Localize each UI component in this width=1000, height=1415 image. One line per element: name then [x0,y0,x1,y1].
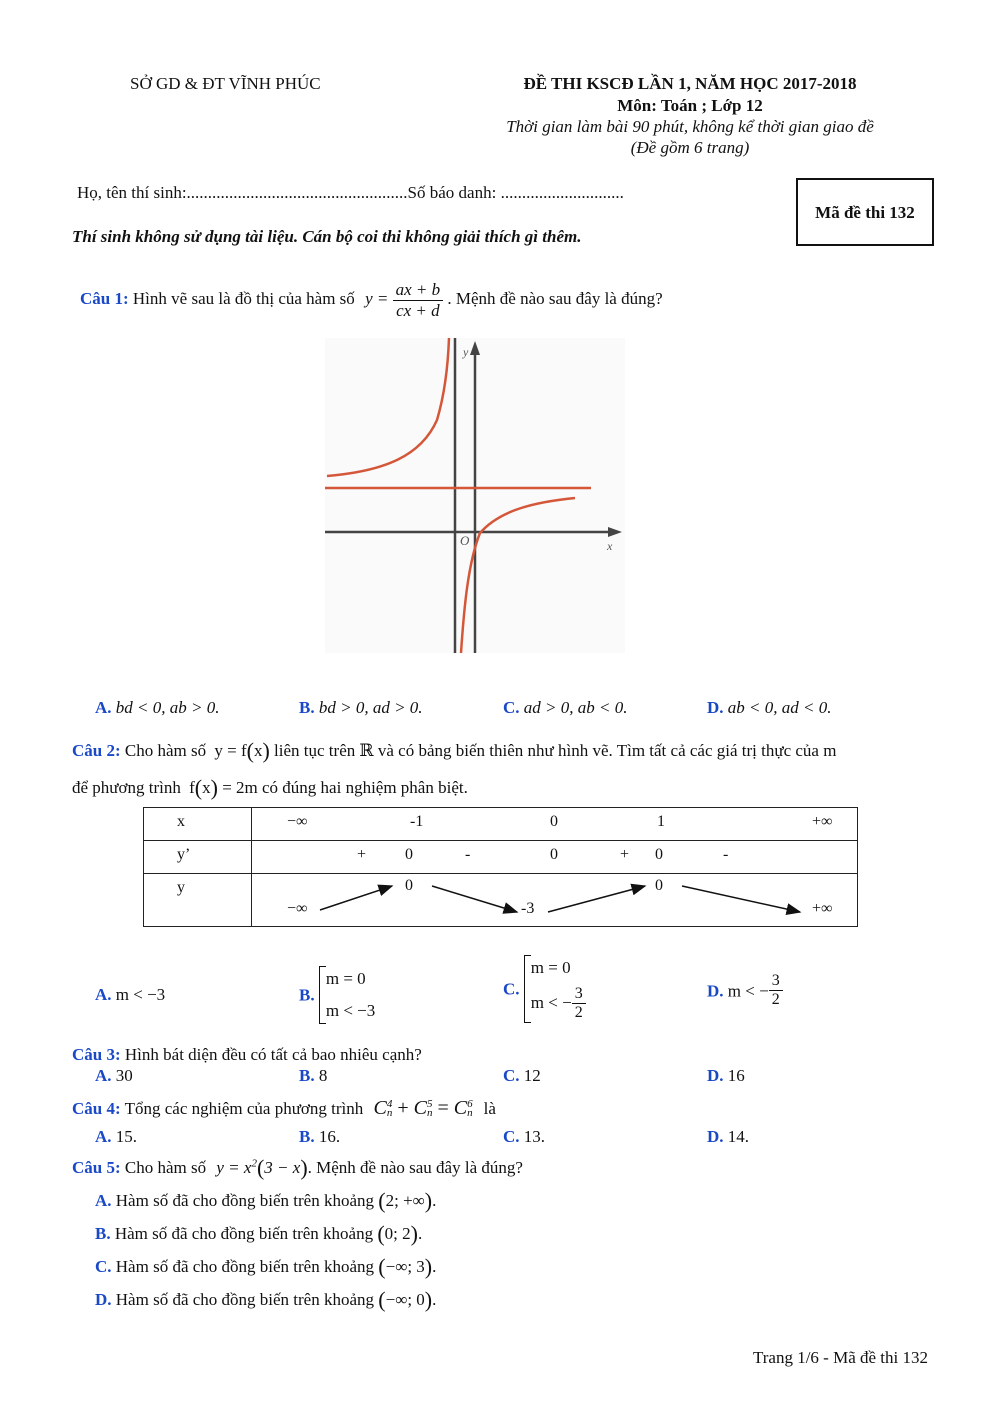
option-text: 30 [115,1066,133,1085]
option-text: ad > 0, ab < 0. [523,698,628,717]
option-text: bd > 0, ad > 0. [318,698,423,717]
q1-option-d[interactable] [707,698,831,718]
q1-function-lhs: y = [365,288,389,308]
q2-func-arg: x [253,741,263,760]
frac-den: 2 [574,1004,583,1022]
option-letter: A. [95,698,112,717]
option-letter: A. [95,1191,112,1210]
frac-den: 2 [771,991,780,1009]
question-2-line-2 [72,775,468,801]
q2-text: liên tục trên [274,741,356,760]
option-letter: D. [707,981,724,1001]
q4-c1: C [373,1097,387,1119]
vt-y-pos-inf: +∞ [812,900,833,917]
q1-option-c[interactable] [503,698,627,718]
vt-yp-label: y’ [177,846,191,863]
option-text: Hàm số đã cho đồng biến trên khoảng [115,1290,375,1309]
vt-x-one: 1 [657,813,665,830]
option-row-2 [531,985,586,1023]
option-letter: B. [299,985,315,1005]
arrow-up-1 [320,886,392,910]
question-3-label: Câu 3: [72,1045,121,1064]
vt-yp-zero: 0 [550,846,558,863]
option-letter: C. [503,1127,520,1146]
question-3-stem [72,1045,422,1065]
q2-text: và có bảng biến thiên như hình vẽ. Tìm tất cả các giá trị thực của m [377,741,837,760]
vt-x-neg-inf: −∞ [287,813,308,830]
vt-x-label-cell [144,808,252,841]
vt-yp-sign: + [620,846,630,863]
exam-notice: Thí sinh không sử dụng tài liệu. Cán bộ coi thi không giải thích gì thêm. [72,227,582,246]
question-2-label: Câu 2: [72,741,121,760]
option-text: ab < 0, ad < 0. [727,698,832,717]
option-interval: 2; +∞ [385,1191,425,1210]
option-letter: A. [95,985,112,1004]
q3-option-c[interactable] [503,1066,541,1086]
q2-reals-symbol: ℝ [359,741,374,760]
question-4-text: Tổng các nghiệm của phương trình [124,1099,364,1118]
q2-c-bracket [524,955,586,1023]
question-5-label: Câu 5: [72,1158,121,1177]
q1-option-b[interactable] [299,698,423,718]
option-text: 13. [523,1127,546,1146]
exam-pages: (Đề gồm 6 trang) [630,138,750,157]
option-text: m < − [727,981,769,1001]
q5-option-c[interactable]: C. Hàm số đã cho đồng biến trên khoảng (−∞; 3). [95,1254,437,1279]
y-axis-label: y [463,345,469,359]
q1-fraction [393,280,444,320]
q1-hyperbola-graph [325,338,625,653]
q3-option-b[interactable] [299,1066,327,1086]
q5-func: y = x [216,1158,252,1177]
vt-y-neg-inf: −∞ [287,900,308,917]
q2-text: Cho hàm số [124,741,207,760]
option-letter: D. [707,1066,724,1085]
vt-y-label-cell [144,874,252,927]
option-text: m < −3 [115,985,166,1004]
vt-y-min: -3 [521,900,535,917]
question-2-line-1 [72,738,836,764]
vt-arrows [252,874,859,926]
q4-option-c[interactable] [503,1127,545,1147]
option-letter: D. [707,1127,724,1146]
q1-option-a[interactable] [95,698,219,718]
q4-c3-sup: 6 [467,1097,473,1110]
vt-y-max-1: 0 [405,877,413,894]
arrow-down-1 [432,886,517,912]
exam-title: ĐỀ THI KSCĐ LẦN 1, NĂM HỌC 2017-2018 [523,74,857,93]
question-1-label: Câu 1: [80,288,129,308]
vt-yp-sign: + [357,846,367,863]
q5-after: . Mệnh đề nào sau đây là đúng? [307,1158,523,1177]
q2-option-a[interactable] [95,985,165,1005]
question-1-text-after: . Mệnh đề nào sau đây là đúng? [447,288,663,308]
q5-option-a[interactable]: A. Hàm số đã cho đồng biến trên khoảng (2; +∞). [95,1188,437,1213]
option-interval: −∞; 3 [385,1257,425,1276]
vt-y-max-2: 0 [655,877,663,894]
q5-option-d[interactable]: D. Hàm số đã cho đồng biến trên khoảng (−∞; 0). [95,1287,437,1312]
vt-y-values [252,874,858,927]
vt-x-label: x [177,813,185,830]
option-text: 8 [318,1066,328,1085]
q5-option-b[interactable]: B. Hàm số đã cho đồng biến trên khoảng (0; 2). [95,1221,423,1246]
option-letter: A. [95,1127,112,1146]
option-text: 14. [727,1127,750,1146]
q4-option-d[interactable] [707,1127,749,1147]
q5-paren: 3 − x [264,1158,301,1177]
q1-denominator: cx + d [396,300,440,320]
page-footer: Trang 1/6 - Mã đề thi 132 [752,1348,928,1367]
option-text: Hàm số đã cho đồng biến trên khoảng [114,1224,374,1243]
frac-num: 3 [572,985,586,1004]
question-4-stem [72,1097,496,1120]
variation-table [143,807,858,927]
option-letter: C. [95,1257,112,1276]
q3-option-d[interactable] [707,1066,745,1086]
option-letter: C. [503,979,520,999]
frac-num: 3 [769,972,783,991]
vt-y-label: y [177,879,185,896]
q4-after: là [483,1099,496,1118]
q2-text: để phương trình [72,778,181,797]
vt-x-minus-one: -1 [410,813,424,830]
vt-x-zero: 0 [550,813,558,830]
option-letter: B. [299,1127,315,1146]
q4-option-a[interactable] [95,1127,137,1147]
q4-c3-sub: n [467,1107,473,1120]
q1-numerator: ax + b [393,280,444,301]
q5-exp: 2 [251,1157,257,1170]
option-text: Hàm số đã cho đồng biến trên khoảng [115,1257,375,1276]
q2-eq-arg: x [202,778,211,797]
q2-text: có đúng hai nghiệm phân biệt. [262,778,468,797]
option-interval: −∞; 0 [385,1290,425,1309]
vt-yp-label-cell [144,841,252,874]
q2-b-bracket [319,966,375,1024]
department-name: SỞ GD & ĐT VĨNH PHÚC [130,74,321,93]
question-5-text: Cho hàm số [124,1158,207,1177]
vt-yp-sign: - [723,846,729,863]
x-axis-label: x [607,539,613,553]
vt-yp-zero: 0 [655,846,663,863]
q2-option-d[interactable] [707,972,783,1010]
option-row-2: m < −3 [325,1001,376,1021]
option-letter: A. [95,1066,112,1085]
question-1-stem [80,280,663,320]
q2-equation: f(x) = 2m [189,775,258,800]
option-text: Hàm số đã cho đồng biến trên khoảng [115,1191,375,1210]
question-4-label: Câu 4: [72,1099,121,1118]
q4-option-b[interactable] [299,1127,340,1147]
option-row-1: m = 0 [530,958,571,977]
q4-equation [374,1097,478,1119]
option-letter: C. [503,1066,520,1085]
q2-eq-f: f [189,778,195,797]
vt-yp-values [252,841,858,874]
question-3-text: Hình bát diện đều có tất cả bao nhiêu cạnh? [124,1045,422,1064]
option-text: bd < 0, ab > 0. [115,698,220,717]
exam-code-box: Mã đề thi 132 [796,178,934,246]
q2-option-c[interactable] [503,955,586,1023]
option-letter: B. [95,1224,111,1243]
student-info-line: Họ, tên thí sinh:....................................................Số báo danh: ............................. [77,183,624,202]
exam-subject: Môn: Toán ; Lớp 12 [617,96,763,115]
option-letter: C. [503,698,520,717]
option-text: 15. [115,1127,138,1146]
option-letter: B. [299,698,315,717]
vt-yp-sign: - [465,846,471,863]
option-row-2-pre: m < − [530,992,572,1012]
q4-c3: C [453,1097,468,1119]
q3-option-a[interactable] [95,1066,133,1086]
q2-function: y = f(x) [214,738,270,763]
option-letter: D. [95,1290,112,1309]
option-row-1: m = 0 [325,969,366,988]
vt-x-pos-inf: +∞ [812,813,833,830]
question-5-stem [72,1155,523,1181]
option-text: 16. [318,1127,341,1146]
option-letter: D. [707,698,724,717]
q4-c2-sub: n [427,1107,433,1120]
vt-yp-zero: 0 [405,846,413,863]
exam-time: Thời gian làm bài 90 phút, không kể thời gian giao đề [506,117,874,136]
vt-x-values [252,808,858,841]
q2-eq-rhs: = 2m [222,778,258,797]
q4-c2-sup: 5 [427,1097,433,1110]
q4-plus: + [397,1097,409,1119]
q2-func-name: y = f [214,741,247,760]
arrow-up-2 [548,886,645,912]
option-text: 12 [523,1066,541,1085]
arrow-down-2 [682,886,800,912]
q4-c2: C [413,1097,427,1119]
option-letter: B. [299,1066,315,1085]
q4-equals: = [437,1097,449,1119]
q4-c1-sub: n [386,1107,393,1120]
option-interval: 0; 2 [384,1224,411,1243]
option-text: 16 [727,1066,745,1085]
q2-option-b[interactable] [299,966,375,1024]
origin-label: O [460,533,470,548]
q5-function: $y = x^2(3 - x)$ [216,1155,308,1180]
question-1-text: Hình vẽ sau là đồ thị của hàm số [132,288,355,308]
q4-c1-sup: 4 [386,1097,393,1110]
